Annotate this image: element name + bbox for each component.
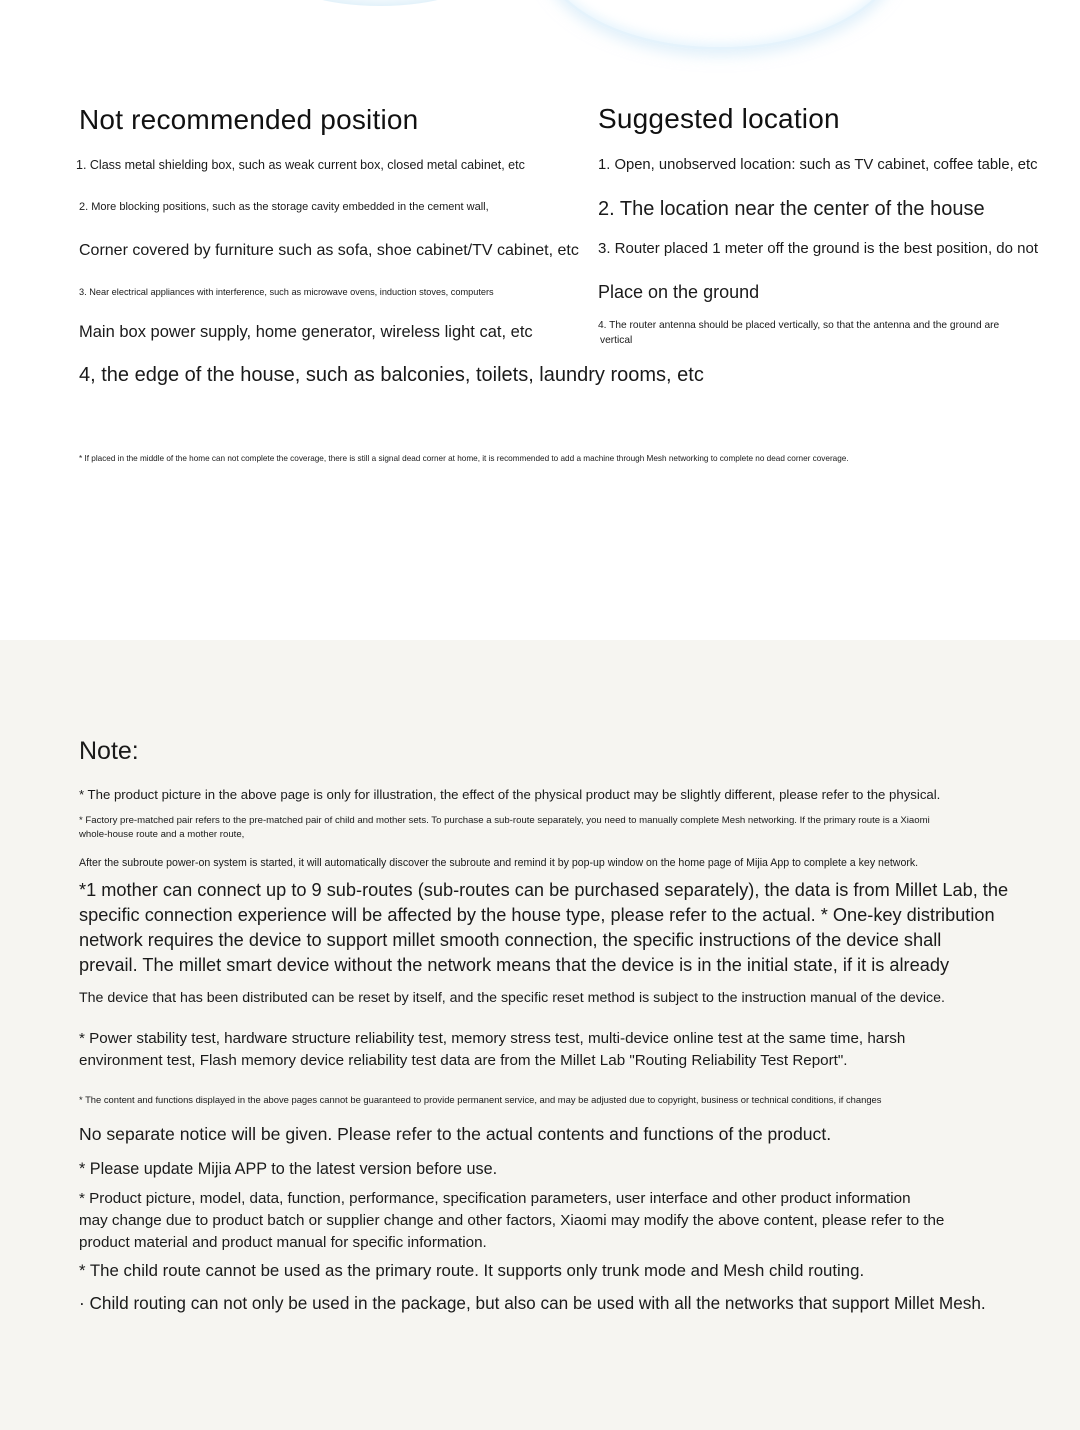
- not-recommended-item-3-cont: Main box power supply, home generator, wireless light cat, etc: [79, 323, 533, 341]
- note-paragraph-10-line-1: * Product picture, model, data, function, performance, specification parameters, user interface and other product information: [79, 1190, 911, 1207]
- note-paragraph-6-line-1: * Power stability test, hardware structure reliability test, memory stress test, multi-device online test at the same time, harsh: [79, 1030, 906, 1047]
- suggested-item-3-cont: Place on the ground: [598, 282, 760, 302]
- note-paragraph-2-line-2: whole-house route and a mother route,: [79, 829, 245, 840]
- device-glow-left: [280, 0, 480, 6]
- not-recommended-item-2-cont: Corner covered by furniture such as sofa, shoe cabinet/TV cabinet, etc: [79, 242, 579, 259]
- note-paragraph-11: * The child route cannot be used as the primary route. It supports only trunk mode and Mesh child routing.: [79, 1261, 865, 1280]
- note-paragraph-8: No separate notice will be given. Please refer to the actual contents and functions of the product.: [79, 1124, 832, 1144]
- not-recommended-item-2: 2. More blocking positions, such as the storage cavity embedded in the cement wall,: [79, 201, 489, 213]
- note-paragraph-10-line-3: product material and product manual for specific information.: [79, 1234, 487, 1251]
- note-heading: Note:: [79, 737, 139, 765]
- placement-section: [0, 0, 1080, 640]
- not-recommended-item-3: 3. Near electrical appliances with interference, such as microwave ovens, induction stoves, computers: [79, 287, 494, 297]
- note-paragraph-4-line-2: specific connection experience will be affected by the house type, please refer to the actual. * One-key distribution: [79, 905, 995, 925]
- not-recommended-item-1: 1. Class metal shielding box, such as weak current box, closed metal cabinet, etc: [76, 158, 525, 172]
- device-glow-right: [540, 0, 900, 50]
- suggested-heading: Suggested location: [598, 103, 840, 134]
- suggested-item-3: 3. Router placed 1 meter off the ground is the best position, do not: [598, 240, 1039, 257]
- suggested-item-2: 2. The location near the center of the house: [598, 198, 985, 220]
- note-paragraph-4-line-3: network requires the device to support millet smooth connection, the specific instructions of the device shall: [79, 930, 942, 950]
- note-paragraph-5: The device that has been distributed can be reset by itself, and the specific reset method is subject to the instruction manual of the device.: [79, 990, 945, 1006]
- note-paragraph-4-line-4: prevail. The millet smart device without the network means that the device is in the initial state, if it is already: [79, 955, 950, 975]
- note-section: [0, 640, 1080, 1430]
- note-paragraph-9: * Please update Mijia APP to the latest version before use.: [79, 1160, 498, 1178]
- suggested-item-4-cont: vertical: [600, 335, 633, 346]
- note-paragraph-3: After the subroute power-on system is started, it will automatically discover the subroute and remind it by pop-up window on the home page of Mijia App to complete a key network.: [79, 857, 919, 869]
- router-product-image-edge: [0, 0, 1080, 80]
- note-paragraph-12: · Child routing can not only be used in the package, but also can be used with all the networks that support Millet Mesh.: [79, 1293, 986, 1313]
- mesh-footnote: * If placed in the middle of the home can not complete the coverage, there is still a signal dead corner at home, it is recommended to add a machine through Mesh networking to complete no dead corner coverage.: [79, 454, 849, 463]
- note-paragraph-4-line-1: *1 mother can connect up to 9 sub-routes (sub-routes can be purchased separately), the data is from Millet Lab, the: [79, 880, 1009, 900]
- suggested-item-1: 1. Open, unobserved location: such as TV cabinet, coffee table, etc: [598, 157, 1038, 173]
- note-paragraph-1: * The product picture in the above page is only for illustration, the effect of the physical product may be slightly different, please refer to the physical.: [79, 787, 941, 802]
- suggested-item-4: 4. The router antenna should be placed vertically, so that the antenna and the ground are: [598, 320, 1000, 331]
- not-recommended-item-4: 4, the edge of the house, such as balconies, toilets, laundry rooms, etc: [79, 364, 704, 386]
- not-recommended-heading: Not recommended position: [79, 104, 419, 135]
- note-paragraph-10-line-2: may change due to product batch or supplier change and other factors, Xiaomi may modify the above content, please refer to the: [79, 1212, 945, 1229]
- note-paragraph-6-line-2: environment test, Flash memory device reliability test data are from the Millet Lab "Routing Reliability Test Report".: [79, 1052, 848, 1069]
- note-paragraph-2-line-1: * Factory pre-matched pair refers to the pre-matched pair of child and mother sets. To purchase a sub-route separately, you need to manually complete Mesh networking. If the primary route is a Xiaomi: [79, 815, 930, 826]
- note-paragraph-7: * The content and functions displayed in the above pages cannot be guaranteed to provide permanent service, and may be adjusted due to copyright, business or technical conditions, if changes: [79, 1094, 882, 1105]
